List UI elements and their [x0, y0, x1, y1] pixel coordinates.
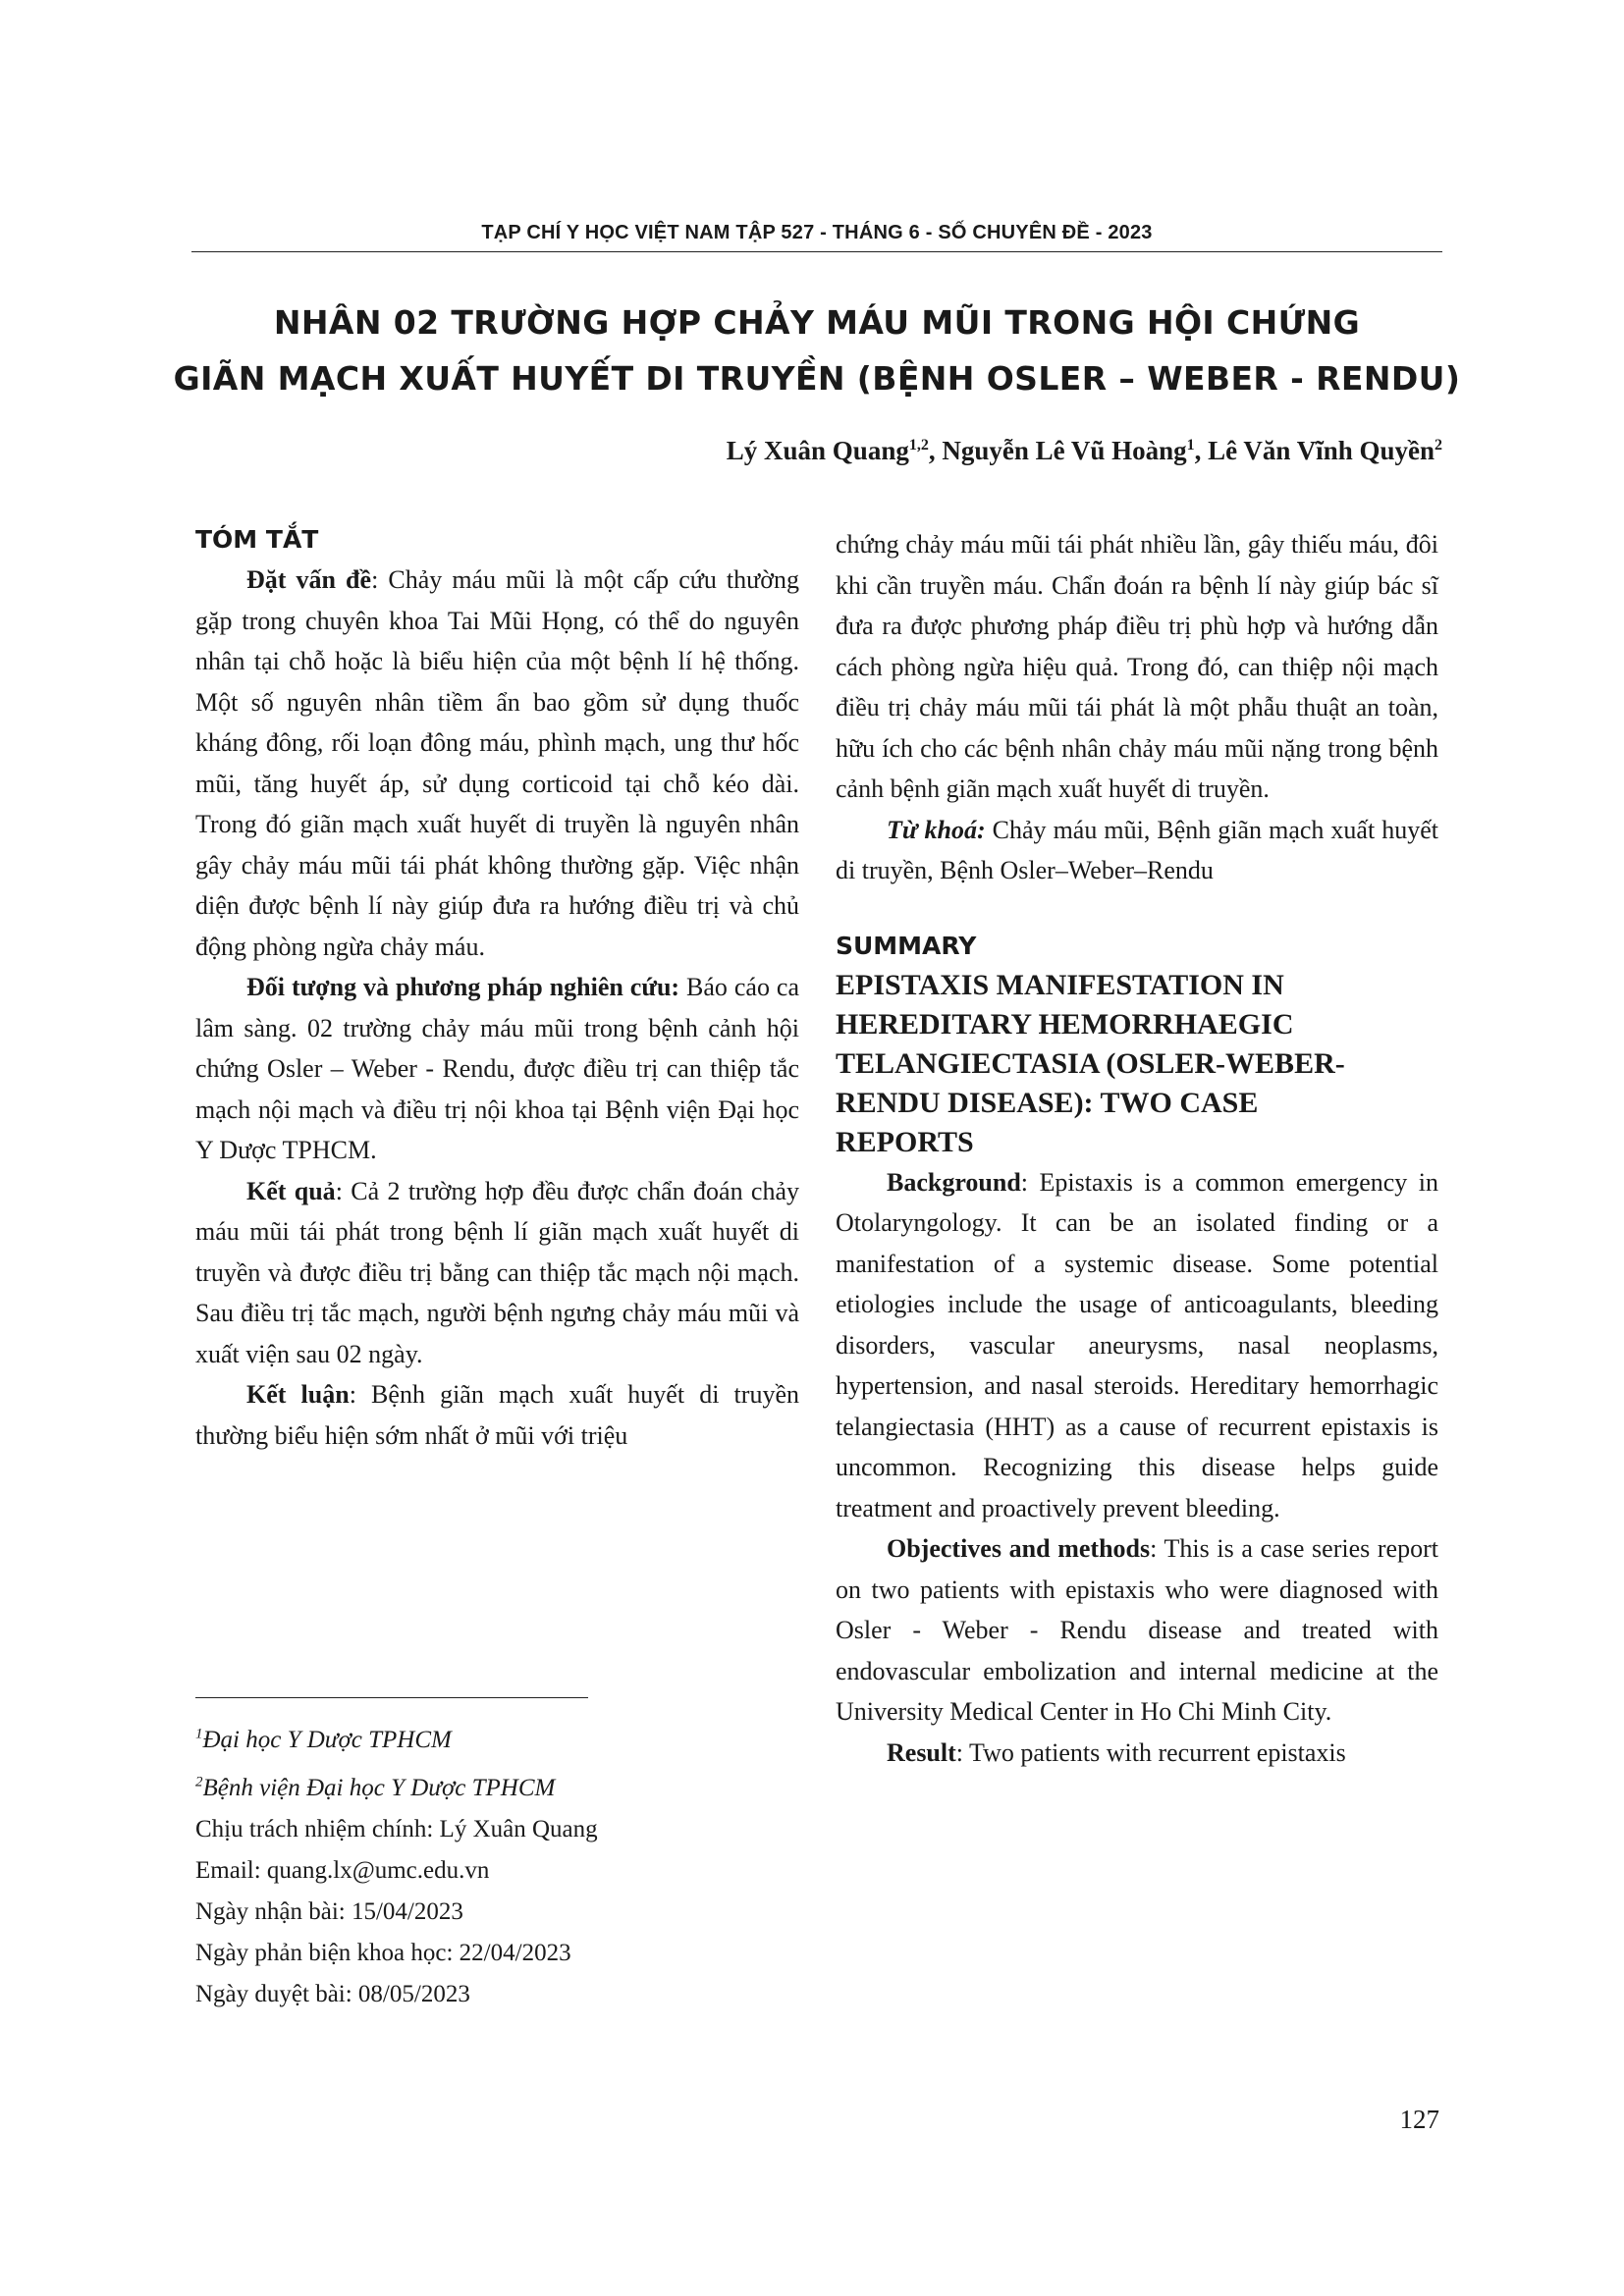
keywords-paragraph: [836, 810, 1438, 891]
summary-result-label: Result: [887, 1737, 956, 1767]
date-accepted: Ngày duyệt bài: 08/05/2023: [195, 1980, 470, 2007]
summary-title-line: HEREDITARY HEMORRHAEGIC: [836, 1007, 1294, 1041]
contact-email[interactable]: Email: quang.lx@umc.edu.vn: [195, 1856, 490, 1884]
author-name: Nguyễn Lê Vũ Hoàng: [942, 436, 1187, 465]
abstract-results-text: : Cả 2 trường hợp đều được chẩn đoán chảy máu mũi tái phát trong bệnh lí giãn mạch xuất huyết di truyền và được điều trị bằng can thiệp tắc mạch nội mạch. Sau điều trị tắc mạch, người bệnh ngưng chảy máu mũi và xuất viện sau 02 ngày.: [195, 1176, 799, 1368]
title-line-1: NHÂN 02 TRƯỜNG HỢP CHẢY MÁU MŨI TRONG HỘI CHỨNG: [273, 303, 1361, 342]
summary-background-paragraph: [836, 1162, 1438, 1529]
summary-title-line: RENDU DISEASE): TWO CASE: [836, 1086, 1259, 1119]
affiliation-1: [195, 1714, 799, 1761]
abstract-heading: TÓM TẮT: [195, 525, 319, 554]
keywords-text: Chảy máu mũi, Bệnh giãn mạch xuất huyết di truyền, Bệnh Osler–Weber–Rendu: [836, 815, 1438, 884]
article-title: [147, 294, 1487, 406]
abstract-methods-label: Đối tượng và phương pháp nghiên cứu:: [246, 973, 680, 1001]
summary-methods-paragraph: [836, 1528, 1438, 1733]
affiliation-2-sup: 2: [195, 1774, 203, 1790]
summary-result-text: : Two patients with recurrent epistaxis: [955, 1737, 1346, 1767]
summary-background-text: : Epistaxis is a common emergency in Otolaryngology. It can be an isolated finding or a manifestation of a systemic disease. Some potential etiologies include the usage of anticoagulants, bleeding disorders, vascular aneurysms, nasal neoplasms, hypertension, and nasal steroids. Hereditary hemorrhagic telangiectasia (HHT) as a cause of recurrent epistaxis is uncommon. Recognizing this disease helps guide treatment and proactively prevent bleeding.: [836, 1167, 1438, 1522]
footnote-rule: [195, 1697, 588, 1698]
abstract-background-paragraph: [195, 560, 799, 967]
author-name: Lê Văn Vĩnh Quyền: [1208, 436, 1435, 465]
abstract-conclusion-paragraph: [195, 1374, 799, 1456]
affiliation-2-text: Bệnh viện Đại học Y Dược TPHCM: [202, 1774, 556, 1801]
author-affiliation-sup: 1,2: [908, 437, 929, 454]
header-rule: [191, 251, 1442, 252]
footnotes: [195, 1714, 799, 2015]
date-received: Ngày nhận bài: 15/04/2023: [195, 1897, 463, 1925]
abstract-conclusion-text: : Bệnh giãn mạch xuất huyết di truyền thường biểu hiện sớm nhất ở mũi với triệu: [195, 1380, 799, 1450]
summary-background-label: Background: [887, 1167, 1021, 1197]
summary-title-line: EPISTAXIS MANIFESTATION IN: [836, 968, 1284, 1001]
right-column: [836, 524, 1438, 1773]
affiliation-1-sup: 1: [195, 1727, 203, 1742]
abstract-conclusion-continued: chứng chảy máu mũi tái phát nhiều lần, gây thiếu máu, đôi khi cần truyền máu. Chẩn đoán ra bệnh lí này giúp bác sĩ đưa ra được phương pháp điều trị phù hợp và hướng dẫn cách phòng ngừa hiệu quả. Trong đó, can thiệp nội mạch điều trị chảy máu mũi tái phát là một phẫu thuật an toàn, hữu ích cho các bệnh nhân chảy máu mũi nặng trong bệnh cảnh bệnh giãn mạch xuất huyết di truyền.: [836, 530, 1438, 803]
corresponding-author: Chịu trách nhiệm chính: Lý Xuân Quang: [195, 1815, 598, 1842]
author-separator: ,: [1194, 436, 1209, 465]
abstract-methods-paragraph: [195, 967, 799, 1171]
summary-heading: SUMMARY: [836, 931, 977, 960]
abstract-results-paragraph: [195, 1171, 799, 1375]
author-affiliation-sup: 2: [1435, 437, 1442, 454]
author-name: Lý Xuân Quang: [726, 436, 909, 465]
running-header: TẠP CHÍ Y HỌC VIỆT NAM TẬP 527 - THÁNG 6 - SỐ CHUYÊN ĐỀ - 2023: [481, 222, 1153, 243]
affiliation-1-text: Đại học Y Dược TPHCM: [202, 1727, 452, 1754]
summary-methods-label: Objectives and methods: [887, 1534, 1151, 1563]
summary-title-line: REPORTS: [836, 1125, 974, 1158]
title-line-2: GIÃN MẠCH XUẤT HUYẾT DI TRUYỀN (BỆNH OSLER – WEBER - RENDU): [173, 359, 1461, 398]
author-affiliation-sup: 1: [1186, 437, 1195, 454]
summary-title: [836, 966, 1438, 1162]
author-separator: ,: [928, 436, 943, 465]
left-column: [195, 520, 799, 1456]
date-reviewed: Ngày phản biện khoa học: 22/04/2023: [195, 1939, 571, 1966]
abstract-background-label: Đặt vấn đề: [246, 565, 372, 594]
abstract-background-text: : Chảy máu mũi là một cấp cứu thường gặp trong chuyên khoa Tai Mũi Họng, có thể do nguyên nhân tại chỗ hoặc là biểu hiện của một bệnh lí hệ thống. Một số nguyên nhân tiềm ẩn bao gồm sử dụng thuốc kháng đông, rối loạn đông máu, phình mạch, ung thư hốc mũi, tăng huyết áp, sử dụng corticoid tại chỗ kéo dài. Trong đó giãn mạch xuất huyết di truyền là nguyên nhân gây chảy máu mũi tái phát không thường gặp. Việc nhận diện được bệnh lí này giúp đưa ra hướng điều trị và chủ động phòng ngừa chảy máu.: [195, 565, 799, 961]
abstract-results-label: Kết quả: [246, 1176, 336, 1205]
abstract-methods-text: Báo cáo ca lâm sàng. 02 trường chảy máu mũi trong bệnh cảnh hội chứng Osler – Weber - Rendu, được điều trị can thiệp tắc mạch nội mạch và điều trị nội khoa tại Bệnh viện Đại học Y Dược TPHCM.: [195, 973, 799, 1164]
author-list: [191, 436, 1442, 466]
affiliation-2: [195, 1761, 799, 1808]
summary-result-paragraph: [836, 1733, 1438, 1774]
summary-methods-text: : This is a case series report on two patients with epistaxis who were diagnosed with Osler - Weber - Rendu disease and treated with endovascular embolization and internal medicine at the University Medical Center in Ho Chi Minh City.: [836, 1534, 1438, 1726]
page-number: 127: [1399, 2105, 1439, 2134]
keywords-label: Từ khoá:: [887, 815, 986, 844]
abstract-conclusion-label: Kết luận: [246, 1380, 350, 1409]
summary-title-line: TELANGIECTASIA (OSLER-WEBER-: [836, 1046, 1345, 1080]
